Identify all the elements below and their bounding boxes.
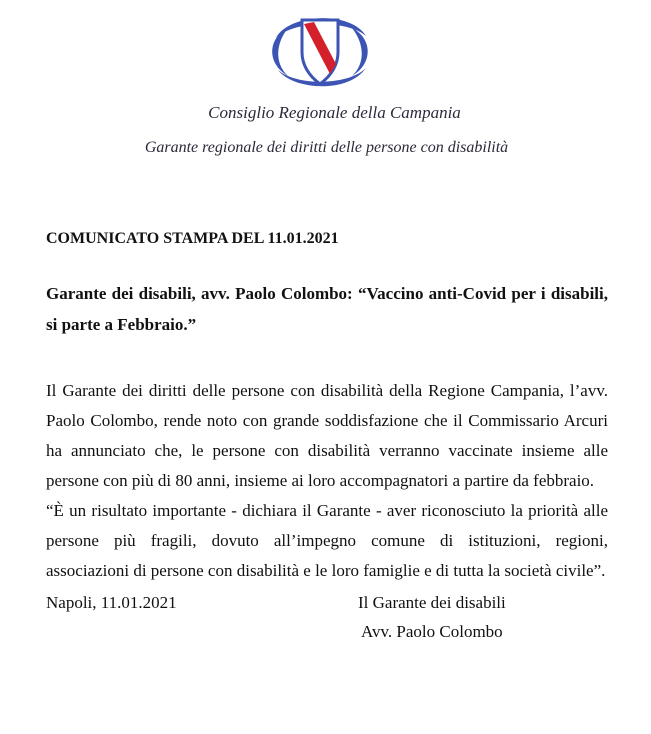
body-paragraph-1: Il Garante dei diritti delle persone con disabilità della Regione Campania, l’avv. Paolo Colombo, rende noto con grande soddisfazione che il Commissario Arcuri ha annunciato che, le persone con disabilità verranno vaccinate insieme alle persone con più di 80 anni, insieme ai loro accompagnatori a partire da febbraio. [46, 381, 608, 490]
press-release [46, 222, 608, 648]
signature-row [46, 588, 608, 648]
organization-name: Consiglio Regionale della Campania [208, 103, 461, 122]
press-release-title: COMUNICATO STAMPA DEL 11.01.2021 [46, 230, 339, 247]
campania-crest-icon [258, 8, 382, 98]
press-release-headline: Garante dei disabili, avv. Paolo Colombo: “Vaccino anti-Covid per i disabili, si parte a Febbraio.” [46, 284, 608, 334]
letterhead [0, 0, 651, 170]
office-name: Garante regionale dei diritti delle persone con disabilità [144, 139, 509, 156]
place-date: Napoli, 11.01.2021 [46, 593, 177, 612]
signature-role: Il Garante dei disabili [358, 593, 506, 612]
body-paragraph-2: “È un risultato importante - dichiara il Garante - aver riconosciuto la priorità alle persone più fragili, dovuto all’impegno comune di istituzioni, regioni, associazioni di persone con disabilità e le loro famiglie e di tutta la società civile”. [46, 501, 608, 580]
signature-name: Avv. Paolo Colombo [361, 622, 503, 641]
signature-block [358, 588, 506, 646]
